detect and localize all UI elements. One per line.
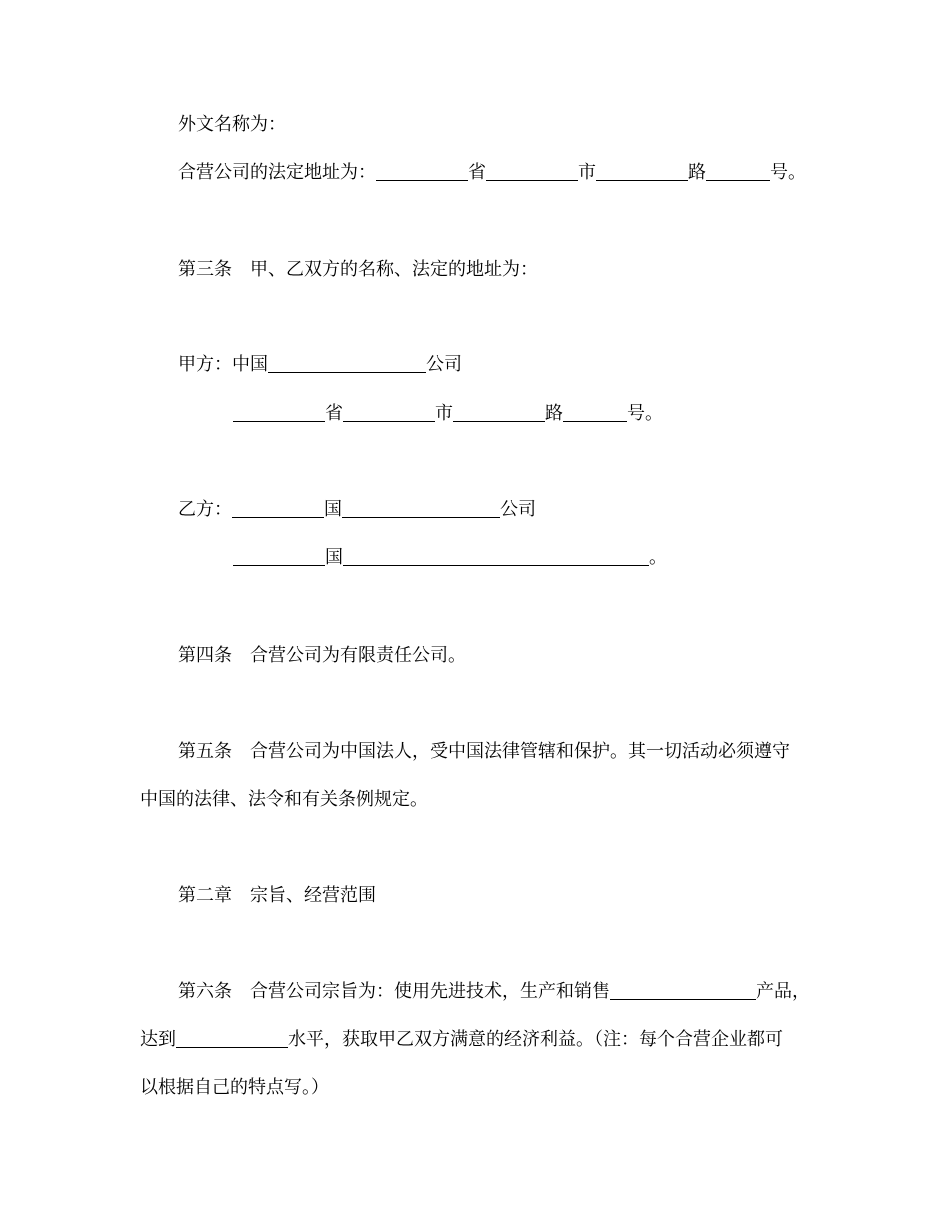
party-b-address-country-blank — [233, 547, 325, 566]
article-6-text-3: 以根据自己的特点写。） — [140, 1077, 329, 1098]
article-6-text-2b: 水平，获取甲乙双方满意的经济利益。（注：每个合营企业都可 — [288, 1029, 783, 1050]
chapter-2-text: 第二章 宗旨、经营范围 — [178, 885, 376, 906]
article-5-line-2 — [140, 788, 428, 812]
road-blank — [596, 162, 688, 181]
article-6-line-3 — [140, 1076, 329, 1100]
party-b-address-line — [233, 546, 667, 570]
article-4-text: 第四条 合营公司为有限责任公司。 — [178, 645, 466, 666]
party-a-road-blank — [453, 403, 545, 422]
party-b-address-blank — [343, 547, 649, 566]
article-6-text-1b: 产品， — [756, 981, 810, 1002]
party-b-country-label: 国 — [324, 499, 342, 520]
article-6-text-2a: 达到 — [140, 1029, 176, 1050]
article-5-text-1: 第五条 合营公司为中国法人，受中国法律管辖和保护。其一切活动必须遵守 — [178, 741, 790, 762]
legal-address-label: 合营公司的法定地址为： — [178, 162, 376, 183]
province-label: 省 — [468, 162, 486, 183]
party-a-province-blank — [233, 403, 325, 422]
party-b-label: 乙方： — [178, 499, 232, 520]
foreign-name-line — [178, 113, 286, 137]
party-a-label: 甲方：中国 — [178, 354, 268, 375]
party-a-company-label: 公司 — [426, 354, 462, 375]
road-label: 路 — [688, 162, 706, 183]
party-b-company-blank — [342, 499, 500, 518]
foreign-name-label: 外文名称为： — [178, 114, 286, 135]
legal-address-line — [178, 161, 806, 185]
party-a-line — [178, 353, 462, 377]
party-a-road-label: 路 — [545, 403, 563, 424]
party-a-number-label: 号。 — [627, 403, 663, 424]
party-b-address-period: 。 — [649, 547, 667, 568]
article-3-text: 第三条 甲、乙双方的名称、法定的地址为： — [178, 259, 538, 280]
article-3 — [178, 258, 538, 282]
city-blank — [486, 162, 578, 181]
product-blank — [610, 981, 756, 1000]
party-a-company-blank — [268, 354, 426, 373]
province-blank — [376, 162, 468, 181]
party-a-province-label: 省 — [325, 403, 343, 424]
party-a-address-line — [233, 402, 663, 426]
party-b-address-country-label: 国 — [325, 547, 343, 568]
chapter-2-heading — [178, 884, 376, 908]
city-label: 市 — [578, 162, 596, 183]
number-blank — [706, 162, 770, 181]
party-a-city-label: 市 — [435, 403, 453, 424]
party-b-country-blank — [232, 499, 324, 518]
party-a-city-blank — [343, 403, 435, 422]
level-blank — [176, 1029, 288, 1048]
article-6-line-1 — [178, 980, 810, 1004]
article-5-line-1 — [178, 740, 790, 764]
number-label: 号。 — [770, 162, 806, 183]
article-6-text-1a: 第六条 合营公司宗旨为：使用先进技术，生产和销售 — [178, 981, 610, 1002]
article-6-line-2 — [140, 1028, 783, 1052]
party-b-line — [178, 498, 536, 522]
article-4 — [178, 644, 466, 668]
party-b-company-label: 公司 — [500, 499, 536, 520]
party-a-number-blank — [563, 403, 627, 422]
article-5-text-2: 中国的法律、法令和有关条例规定。 — [140, 789, 428, 810]
